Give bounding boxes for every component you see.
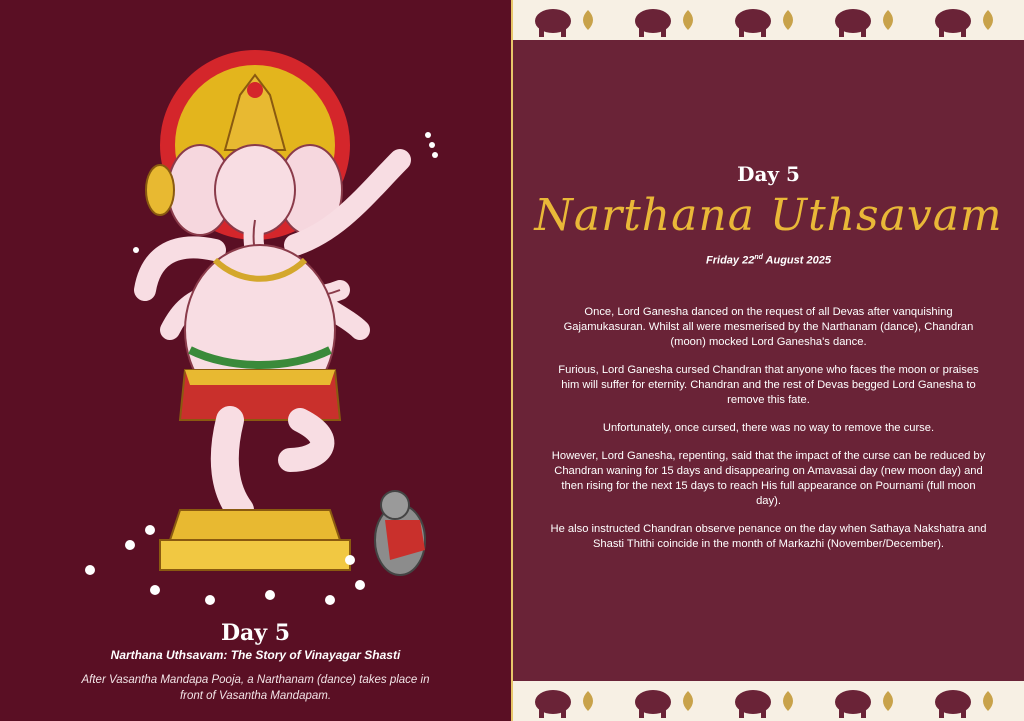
elephant-border-top: [513, 0, 1024, 40]
event-description: After Vasantha Mandapa Pooja, a Narthanam (dance) takes place in front of Vasantha Mandapam.: [81, 674, 430, 702]
date-day: Friday 22: [706, 254, 755, 267]
story-paragraph: Once, Lord Ganesha danced on the request of all Devas after vanquishing Gajamukasuran. Whilst all were mesmerised by the Narthanam (dance), Chandran (moon) mocked Lord Ganesha's dance.: [563, 306, 974, 348]
day-heading-right: Day 5: [737, 162, 800, 186]
dancing-ganesha-illustration: [40, 40, 480, 610]
date-month-year: August 2025: [762, 254, 831, 267]
right-page: [513, 0, 1024, 721]
event-date: [513, 254, 1024, 267]
story-body: [548, 305, 989, 565]
day-heading: Day 5: [220, 620, 291, 646]
left-page: [0, 0, 511, 721]
story-paragraph: He also instructed Chandran observe penance on the day when Sathaya Nakshatra and Shasti Thithi coincide in the month of Markazhi (November/December).: [550, 523, 987, 550]
date-suffix: nd: [754, 254, 763, 261]
elephant-border-bottom: [513, 681, 1024, 721]
story-subtitle: Narthana Uthsavam: The Story of Vinayagar Shasti: [110, 648, 401, 662]
story-paragraph: However, Lord Ganesha, repenting, said that the impact of the curse can be reduced by Chandran waning for 15 days and disappearing on Amavasai day (new moon day) and then rising for the next 15 days to reach His full appearance on Pournami (full moon day).: [551, 450, 986, 507]
story-paragraph: Furious, Lord Ganesha cursed Chandran that anyone who faces the moon or praises him will suffer for eternity. Chandran and the rest of Devas begged Lord Ganesha to remove this fate.: [558, 364, 979, 406]
story-paragraph: Unfortunately, once cursed, there was no way to remove the curse.: [602, 422, 935, 434]
festival-title: Narthana Uthsavam: [534, 190, 1003, 241]
